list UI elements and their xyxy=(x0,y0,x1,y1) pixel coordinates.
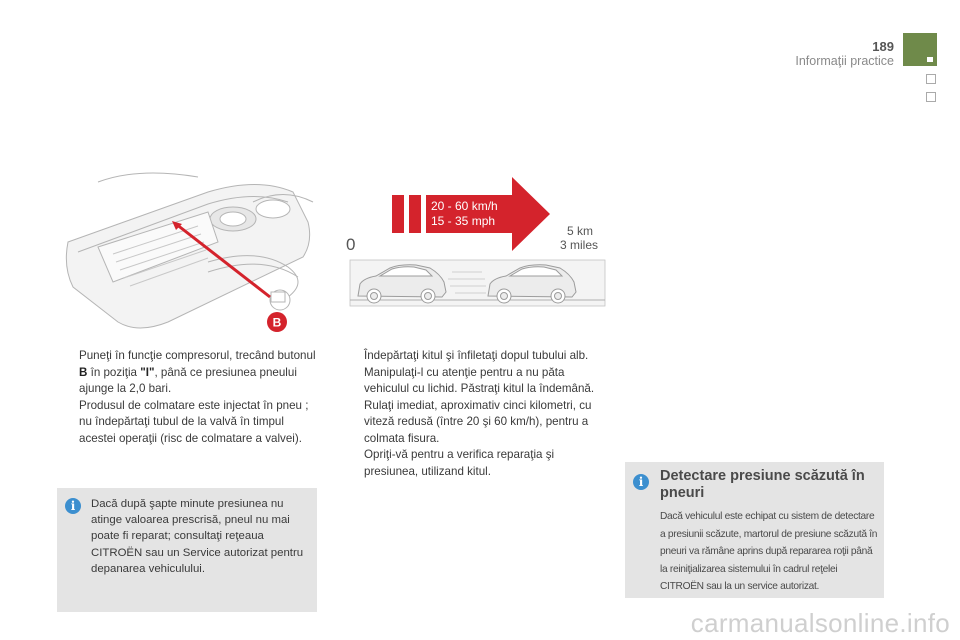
chapter-box-1 xyxy=(926,74,936,84)
instructions-left xyxy=(57,348,319,447)
speed-mph: 15 - 35 mph xyxy=(431,214,496,228)
info-icon: i xyxy=(633,474,649,490)
bullet-icon xyxy=(342,348,364,398)
bullet-icon xyxy=(342,398,364,448)
bullet-icon xyxy=(342,447,364,480)
tab-marker xyxy=(927,57,933,62)
instruction-item xyxy=(342,398,604,448)
page-number: 189 xyxy=(872,39,894,54)
compressor-illustration xyxy=(58,172,320,340)
instruction-item xyxy=(57,348,319,447)
button-b-marker xyxy=(267,312,287,332)
instructions-right xyxy=(342,348,604,480)
detection-title: Detectare presiune scăzută în pneuri xyxy=(660,468,865,501)
driving-illustration xyxy=(340,172,615,312)
instruction-text: Îndepărtaţi kitul şi înfiletaţi dopul tubului alb. Manipulaţi-l cu atenţie pentru a nu păta vehiculul cu lichid. Păstraţi kitul la îndemână. xyxy=(364,349,595,395)
instruction-item xyxy=(342,348,604,398)
detection-text: Dacă vehiculul este echipat cu sistem de detectare a presiunii scăzute, martorul de presiune scăzută în pneuri va rămâne aprins după repararea roţii până la reiniţializarea sistemului în cadrul reţelei CITROËN sau la un service autorizat. xyxy=(660,511,878,592)
section-tab xyxy=(903,33,937,66)
instruction-note: Produsul de colmatare este injectat în pneu ; nu îndepărtaţi tubul de la valvă în timpul acestei operaţii (risc de colmatare a valvei). xyxy=(79,398,309,445)
instruction-text: Puneţi în funcţie compresorul, trecând butonul B în poziţia "I", până ce presiunea pneului ajunge la 2,0 bari. Produsul de colmatare este injectat în pneu ; nu îndepărtaţi tubul de la valvă în timpul acestei operaţii (risc de colmatare a valvei). xyxy=(79,349,316,445)
watermark: carmanualsonline.info xyxy=(690,608,950,638)
info-box xyxy=(57,488,317,612)
distance-km: 5 km xyxy=(567,224,594,238)
section-title: Informaţii practice xyxy=(795,54,894,68)
chapter-box-2 xyxy=(926,92,936,102)
bullet-icon xyxy=(57,348,79,447)
instruction-text: Opriţi-vă pentru a verifica reparaţia şi presiunea, utilizand kitul. xyxy=(364,448,555,478)
instruction-item xyxy=(342,447,604,480)
info-icon: i xyxy=(65,498,81,514)
info-text: Dacă după şapte minute presiunea nu atinge valoarea prescrisă, pneul nu mai poate fi reparat; consultaţi reţeaua CITROËN sau un Service autorizat pentru depanarea vehiculului. xyxy=(91,498,304,575)
distance-miles: 3 miles xyxy=(560,238,599,252)
detection-box xyxy=(625,462,884,598)
button-b-label: B xyxy=(272,315,282,330)
instruction-text: Rulaţi imediat, aproximativ cinci kilometri, cu viteză redusă (între 20 şi 60 km/h), pentru a colmata fisura. xyxy=(364,398,592,445)
speed-kmh: 20 - 60 km/h xyxy=(431,199,498,213)
start-label: 0 xyxy=(346,235,356,254)
